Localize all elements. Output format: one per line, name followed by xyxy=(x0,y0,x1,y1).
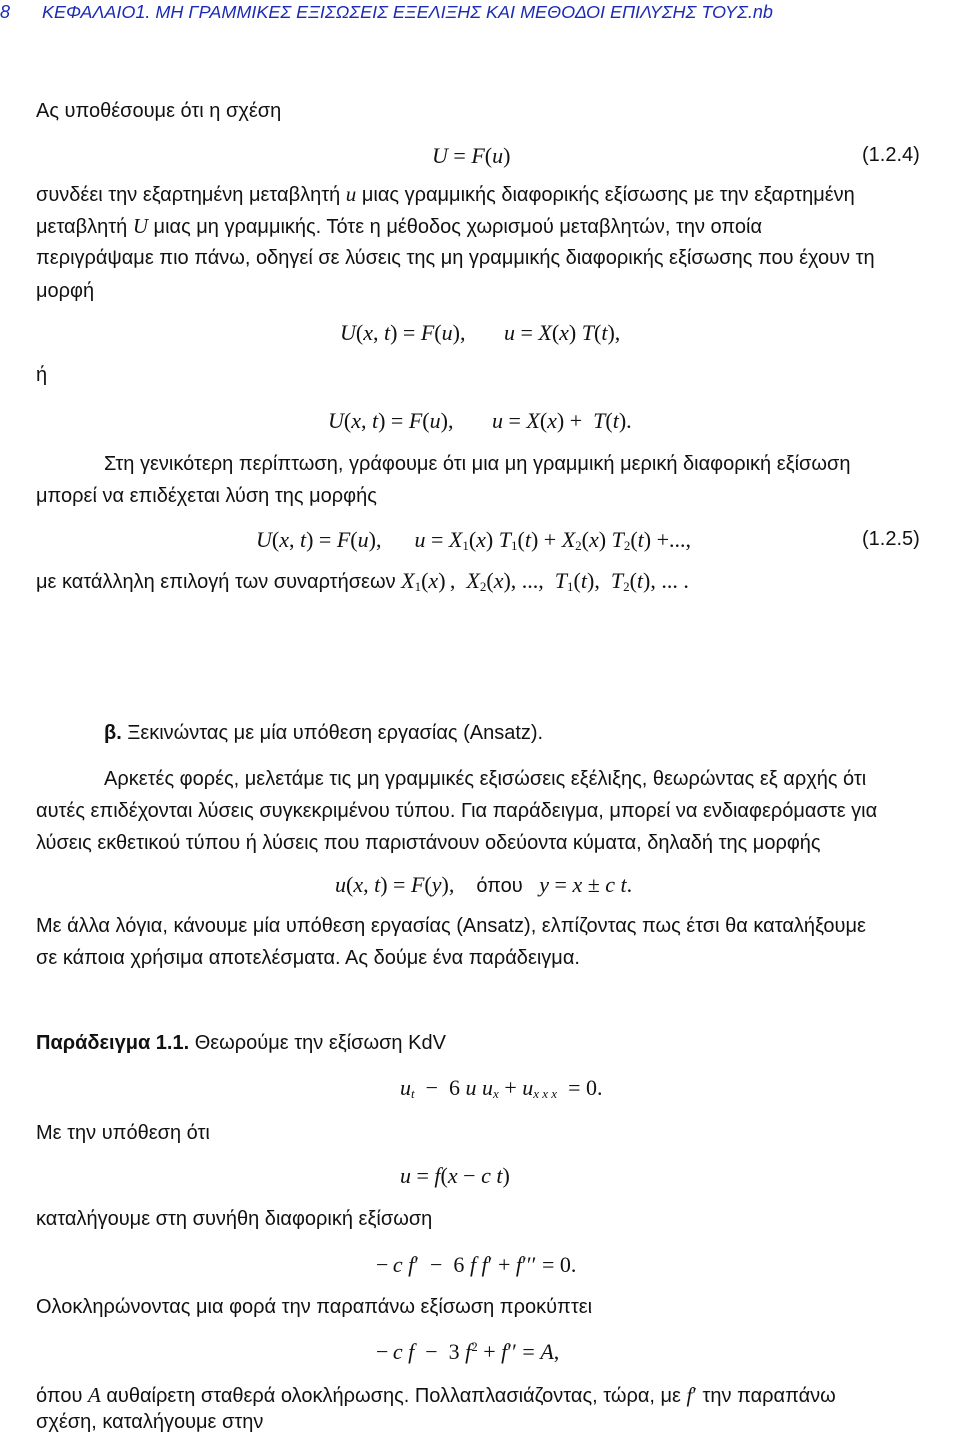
section-heading: β. Ξεκινώντας με μία υπόθεση εργασίας (Ansatz). xyxy=(104,722,544,744)
text-line: λύσεις εκθετικού τύπου ή λύσεις που παριστάνουν οδεύοντα κύματα, δηλαδή της μορφής xyxy=(36,832,821,854)
equation-travelling-wave: u(x, t) = F(y), όπου y = x ± c t. xyxy=(335,872,633,897)
equation-number: (1.2.4) xyxy=(862,144,920,166)
text-line: Αρκετές φορές, μελετάμε τις μη γραμμικές εξισώσεις εξέλιξης, θεωρώντας εξ αρχής ότι xyxy=(104,768,867,790)
text-line: με κατάλληλη επιλογή των συναρτήσεων $X_1(x)$ , $X_2(x)$, ..., $T_1(t)$, $T_2(t)$, ... . xyxy=(36,568,689,594)
text-line: σε κάποια χρήσιμα αποτελέσματα. Ας δούμε ένα παράδειγμα. xyxy=(36,947,580,969)
text-line: Με την υπόθεση ότι xyxy=(36,1122,210,1144)
text-line: Ας υποθέσουμε ότι η σχέση xyxy=(36,100,282,122)
text-line: μορφή xyxy=(36,280,95,302)
equation-ansatz: u = f(x − c t) xyxy=(400,1163,510,1188)
equation-sum-separation: U(x, t) = F(u), u = X(x) + T(t). xyxy=(328,408,632,433)
equation-1-2-4: U = F(u) xyxy=(432,143,511,168)
text-line: μπορεί να επιδέχεται λύση της μορφής xyxy=(36,485,377,507)
text-line: περιγράψαμε πιο πάνω, οδηγεί σε λύσεις της μη γραμμικής διαφορικής εξίσωσης που έχουν τη xyxy=(36,247,875,269)
text-line: Στη γενικότερη περίπτωση, γράφουμε ότι μια μη γραμμική μερική διαφορική εξίσωση xyxy=(104,453,851,475)
text-line: συνδέει την εξαρτημένη μεταβλητή u μιας γραμμικής διαφορικής εξίσωσης με την εξαρτημένη xyxy=(36,182,855,206)
equation-kdv: $u_t - 6$ u $u_x + u_{x x x} = 0$. xyxy=(400,1075,603,1101)
equation-ode: − c f′ − 6 f f′ + f′′′ = 0. xyxy=(376,1252,577,1277)
text-line: σχέση, καταλήγουμε στην xyxy=(36,1411,264,1433)
text-line: καταλήγουμε στη συνήθη διαφορική εξίσωση xyxy=(36,1208,433,1230)
equation-number: (1.2.5) xyxy=(862,528,920,550)
text-line: αυτές επιδέχονται λύσεις συγκεκριμένου τύπου. Για παράδειγμα, μπορεί να ενδιαφερόμαστε για xyxy=(36,800,878,822)
running-title: ΚΕΦΑΛΑΙΟ1. ΜΗ ΓΡΑΜΜΙΚΕΣ ΕΞΙΣΩΣΕΙΣ ΕΞΕΛΙΞΗΣ ΚΑΙ ΜΕΘΟΔΟΙ ΕΠΙΛΥΣΗΣ ΤΟΥΣ.nb xyxy=(42,2,773,22)
text-line: μεταβλητή U μιας μη γραμμικής. Τότε η μέθοδος χωρισμού μεταβλητών, την οποία xyxy=(36,214,763,238)
text-line: Ολοκληρώνοντας μια φορά την παραπάνω εξίσωση προκύπτει xyxy=(36,1296,593,1318)
example-heading: Παράδειγμα 1.1. Θεωρούμε την εξίσωση KdV xyxy=(36,1032,446,1054)
text-line: Με άλλα λόγια, κάνουμε μία υπόθεση εργασίας (Ansatz), ελπίζοντας πως έτσι θα καταλήξουμε xyxy=(36,915,866,937)
text-or: ή xyxy=(36,364,48,386)
equation-1-2-5: U(x, t) = F(u), $u = X_1(x) T_1(t) + X_2(x)$ $T_2(t)$ +..., xyxy=(256,527,691,553)
equation-integrated: − c f − 3 $f^2 + f'' = A$, xyxy=(376,1339,560,1364)
page-number: 8 xyxy=(0,2,11,22)
text-line: όπου A αυθαίρετη σταθερά ολοκλήρωσης. Πολλαπλασιάζοντας, τώρα, με f′ την παραπάνω xyxy=(36,1383,836,1407)
equation-product-separation: U(x, t) = F(u), u = X(x) T(t), xyxy=(340,320,621,345)
